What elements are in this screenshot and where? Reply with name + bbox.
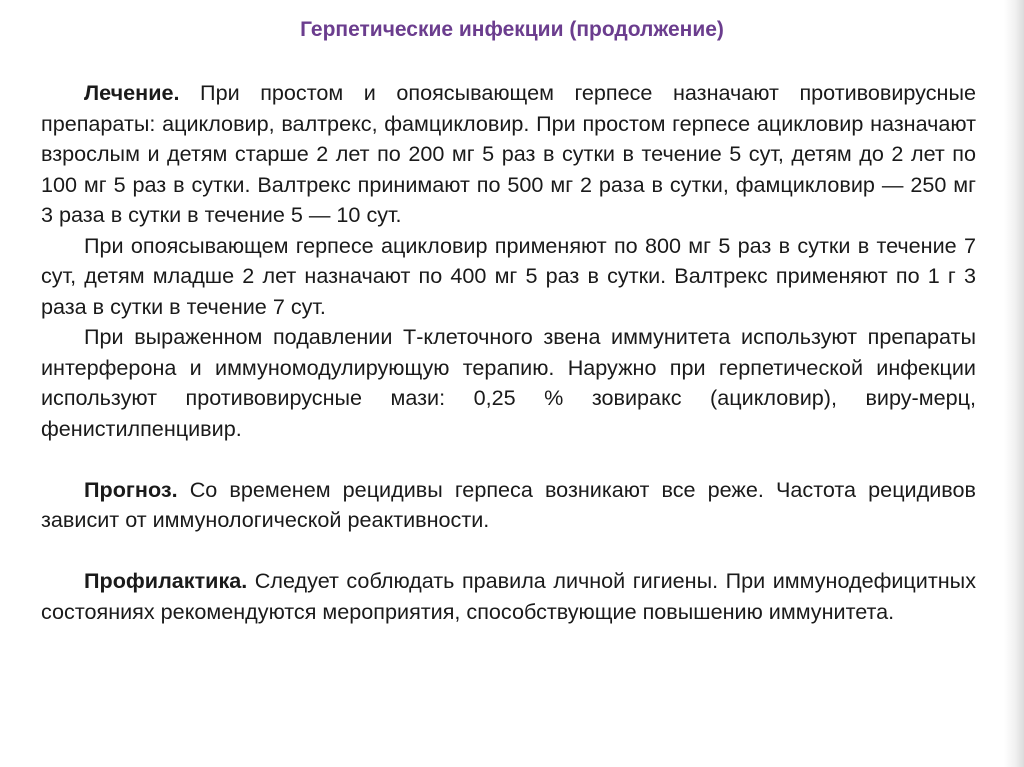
treatment-text: При простом и опоясывающем герпесе назначают противовирусные препараты: ацикловир, валтрекс, фамцикловир. При простом герпесе ацикловир назначают взрослым и детям старше 2 лет по 200 мг 5 раз в сутки в течение 5 сут, детям до 2 лет по 100 мг 5 раз в сутки. Валтрекс принимают по 500 мг 2 раза в сутки, фамцикловир — 250 мг 3 раза в сутки в течение 5 — 10 сут. (41, 80, 976, 227)
prevention-paragraph (41, 566, 976, 627)
slide-edge-shadow (1004, 0, 1024, 767)
prognosis-heading: Прогноз. (84, 476, 178, 502)
prognosis-paragraph (41, 475, 976, 536)
treatment-heading: Лечение. (84, 80, 180, 105)
prognosis-text: Со временем рецидивы герпеса возникают все реже. Частота рецидивов зависит от иммунологической реактивности. (41, 476, 976, 532)
slide-title: Герпетические инфекции (продолжение) (300, 18, 724, 41)
prevention-text: Следует соблюдать правила личной гигиены. При иммунодефицитных состояниях рекомендуются мероприятия, способствующие повышению иммунитета. (41, 568, 976, 624)
slide-body (41, 78, 976, 627)
treatment-paragraph-3: При выраженном подавлении Т-клеточного звена иммунитета используют препараты интерферона и иммуномодулирующую терапию. Наружно при герпетической инфекции используют противовирусные мази: 0,25 % зовиракс (ацикловир), виру-мерц, фенистилпенцивир. (41, 324, 976, 441)
treatment-paragraph (41, 78, 976, 231)
treatment-paragraph-2: При опоясывающем герпесе ацикловир применяют по 800 мг 5 раз в сутки в течение 7 сут, детям младше 2 лет назначают по 400 мг 5 раз в сутки. Валтрекс применяют по 1 г 3 раза в сутки в течение 7 сут. (41, 232, 976, 319)
paragraph-gap (41, 536, 976, 567)
prevention-heading: Профилактика. (84, 568, 248, 593)
paragraph-gap (41, 444, 976, 475)
